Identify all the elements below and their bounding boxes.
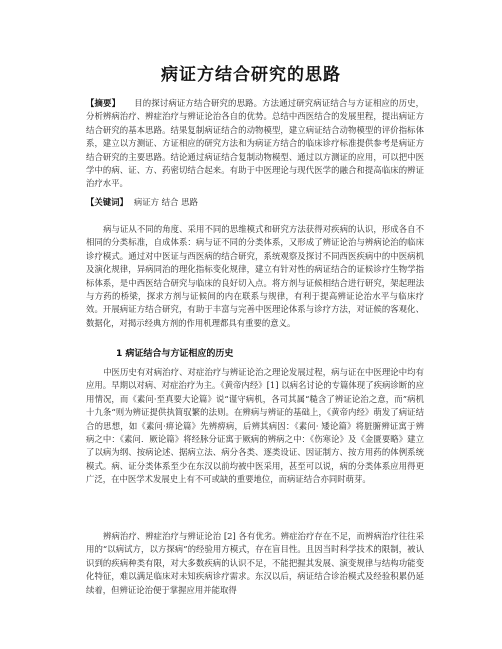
abstract-text: 目的探讨病证方结合研究的思路。方法通过研究病证结合与方证相应的历史，分析辨病治疗、辨症治疗与辨证论治各自的优势。总结中西医结合的发展里程，提出病证方结合研究的基本思路。结果复制病证结合的动物模型，建立病证结合动物模型的评价指标体系，建立以方测证、方证相应的研究方法和为病证方结合的临床诊疗标准提供参考是病证方结合研究的主要思路。结论通过病证结合复制动物模型、通过以方测证的应用，可以把中医学中的病、证、方、药密切结合起来。有助于中医理论与现代医学的融合和提高临床的辨证治疗水平。	[86, 98, 425, 189]
section-paragraph-text: 中医历史有对病治疗、对症治疗与辨证论治之理论发展过程，病与证在中医理论中均有应用。早期以对病、对症治疗为主。《黄帝内经》[1] 以病名讨论的专篇体现了疾病诊断的应用情况，而《素问·至真要大论篇》说“谨守病机，各司其属“糙含了辨证论治之意，而”病机十九条“则为辨证提供执简驭繁的法则。在辨病与辨证的基础上，《黄帝内经》萌发了病证结合的思想，如《素问·痹论篇》先辨痹病，后辨其病因：《素问· 矮论篇》将脏腑辨证寓于辨病之中：《素问．厥论篇》将经脉分证寓于厥病的辨病之中：《伤寒论》及《金匮要略》建立了以病为纲、按病论述、据病立法、病分各类、逐类设证、因证制方、按方用药的体例系统模式。病、证分类体系至少在东汉以前均被中医采用，甚至可以说，病的分类体系应用得更广泛，在中医学术发展史上有不可或缺的重要地位，而病证结合亦同时萌芽。	[86, 367, 424, 485]
intro-paragraph	[86, 223, 424, 330]
abstract	[86, 97, 424, 191]
section-heading: 1 病证结合与方证相应的历史	[116, 349, 234, 359]
abstract-label: 【摘要】	[86, 98, 121, 108]
page-title: 病证方结合研究的思路	[161, 65, 341, 85]
keywords-text: 病证方 结合 思路	[133, 197, 198, 207]
keywords-label: 【关键词】	[86, 197, 128, 207]
section-paragraph	[86, 530, 424, 597]
intro-paragraph-text: 病与证从不同的角度、采用不同的思维模式和研究方法获得对疾病的认识，形成各自不相同的分类标准，自成体系：病与证不同的分类体系，又形成了辨证论治与辨病论治的临床诊疗模式。通过对中医证与西医病的结合研究，系统观察及探讨不同西医疾病中的中医病机及演化规律，异病同治的理化指标变化规律，建立有针对性的病证结合的证候诊疗生物学指标体系，是中西医结合研究与临床的良好切入点。将方剂与证候相结合进行研究，架起理法与方药的桥梁，探求方剂与证候间的内在联系与规律，有利于提高辨证论治水平与临床疗效。开展病证方结合研究，有助于丰富与完善中医理论体系与诊疗方法，对证候的客观化、数据化，对揭示经典方剂的作用机理都具有重要的意义。	[86, 224, 424, 328]
section-paragraph-text: 辨病治疗、辨症治疗与辨证论治 [2] 各有优劣。辨症治疗存在不足，而辨病治疗往往采用的“以病试方，以方探病”的经验用方模式，存在盲目性。且因当时科学技术的限制，被认识到的疾病种类有限，对大多数疾病的认识不足，不能把握其发展、演变规律与结构功能变化特征，难以满足临床对未知疾病诊疗需求。东汉以后，病证结合诊治模式及经验积累仍延续着，但辨证论治便于掌握应用并能取得	[86, 531, 424, 595]
keywords	[86, 196, 424, 209]
section-paragraph	[86, 366, 424, 487]
